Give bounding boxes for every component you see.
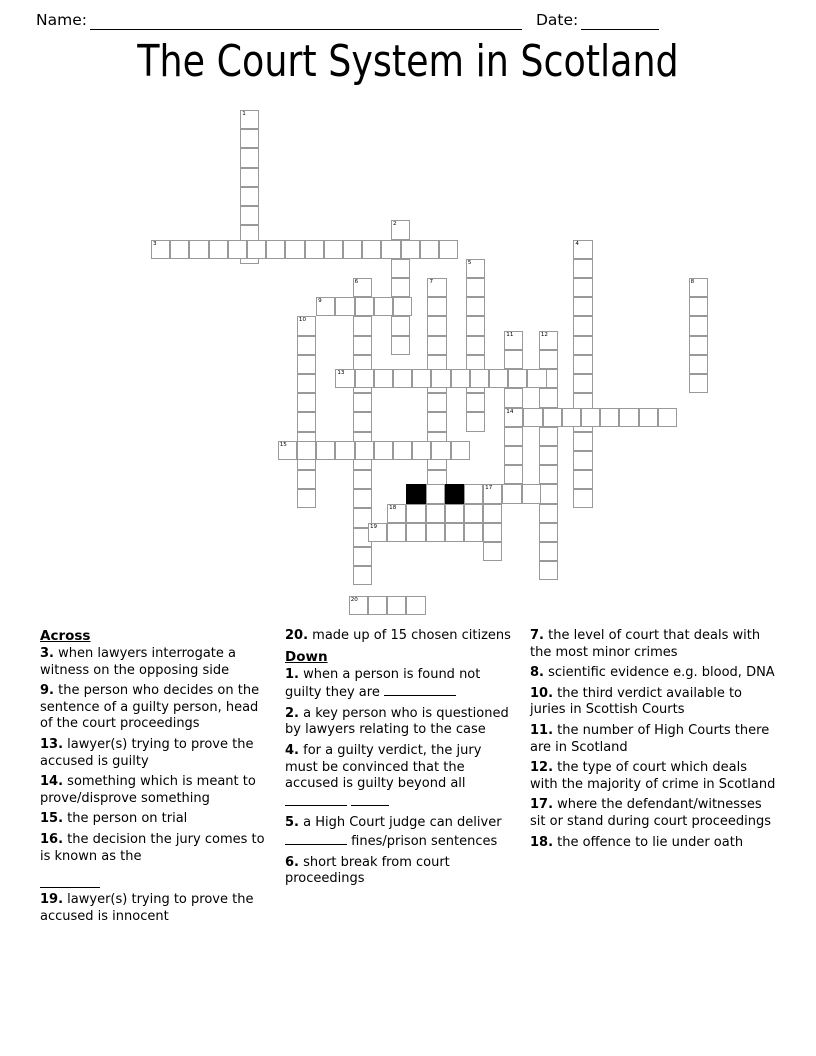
crossword-cell[interactable]	[368, 523, 387, 542]
crossword-cell[interactable]	[353, 278, 372, 297]
crossword-cell[interactable]	[573, 470, 592, 489]
clue-down-17	[530, 797, 776, 830]
clue-across-3	[40, 646, 269, 679]
clue-text: a key person who is questioned by lawyers relating to the case	[285, 705, 509, 738]
clue-text: scientific evidence e.g. blood, DNA	[548, 665, 775, 681]
crossword-cell[interactable]	[543, 408, 562, 427]
crossword-cell[interactable]	[483, 484, 502, 503]
crossword-cell[interactable]	[483, 523, 502, 542]
crossword-cell[interactable]	[412, 441, 431, 460]
crossword-cell-blocked	[445, 484, 464, 503]
crossword-cell[interactable]	[573, 355, 592, 374]
crossword-cell[interactable]	[297, 412, 316, 431]
crossword-cell[interactable]	[539, 465, 558, 484]
crossword-cell[interactable]	[374, 297, 393, 316]
date-label: Date:	[535, 11, 579, 29]
crossword-cell[interactable]	[508, 369, 527, 388]
clue-text-2: fines/prison sentences	[351, 833, 498, 849]
clue-text: something which is meant to prove/disprove something	[40, 774, 256, 806]
clue-column-1	[40, 628, 285, 1008]
crossword-cell[interactable]	[349, 596, 368, 615]
clue-number: 15.	[40, 811, 64, 827]
clue-number: 14.	[40, 774, 64, 790]
clue-number: 19.	[40, 892, 64, 908]
crossword-cell[interactable]	[483, 542, 502, 561]
crossword-cell[interactable]	[297, 470, 316, 489]
answer-blank-rule[interactable]	[285, 793, 347, 806]
crossword-cell[interactable]	[504, 388, 523, 407]
crossword-cell[interactable]	[573, 374, 592, 393]
crossword-cell[interactable]	[278, 441, 297, 460]
clue-text: the person who decides on the sentence of a guilty person, head of the court proceedings	[40, 683, 260, 732]
crossword-cell[interactable]	[689, 355, 708, 374]
crossword-cell[interactable]	[427, 393, 446, 412]
crossword-cell[interactable]	[240, 129, 259, 148]
crossword-cell[interactable]	[527, 369, 546, 388]
crossword-cell[interactable]	[353, 336, 372, 355]
clue-lists	[0, 628, 816, 1008]
crossword-cell[interactable]	[353, 547, 372, 566]
clue-across-9	[40, 683, 269, 733]
clue-text: the level of court that deals with the most minor crimes	[530, 628, 761, 660]
crossword-cell[interactable]	[353, 566, 372, 585]
crossword-cell[interactable]	[297, 355, 316, 374]
crossword-cell[interactable]	[466, 259, 485, 278]
crossword-cell[interactable]	[426, 484, 445, 503]
crossword-cell[interactable]	[240, 110, 259, 129]
crossword-cell[interactable]	[393, 297, 412, 316]
crossword-cell[interactable]	[619, 408, 638, 427]
clue-number: 16.	[40, 831, 64, 847]
crossword-cell[interactable]	[466, 412, 485, 431]
cell-number-16: 16	[408, 485, 416, 492]
crossword-cell[interactable]	[504, 427, 523, 446]
crossword-cell[interactable]	[353, 470, 372, 489]
cell-number-3: 3	[153, 240, 157, 247]
crossword-cell[interactable]	[247, 240, 266, 259]
crossword-cell[interactable]	[573, 240, 592, 259]
crossword-cell[interactable]	[297, 374, 316, 393]
crossword-cell[interactable]	[189, 240, 208, 259]
clue-number: 10.	[530, 685, 554, 701]
crossword-cell[interactable]	[209, 240, 228, 259]
crossword-cell[interactable]	[297, 336, 316, 355]
clue-number: 4.	[285, 742, 299, 758]
crossword-cell[interactable]	[464, 523, 483, 542]
crossword-cell[interactable]	[658, 408, 677, 427]
crossword-cell[interactable]	[391, 316, 410, 335]
crossword-cell[interactable]	[451, 369, 470, 388]
clue-number: 20.	[285, 628, 309, 643]
clue-down-5	[285, 815, 514, 850]
crossword-cell[interactable]	[504, 446, 523, 465]
crossword-cell[interactable]	[151, 240, 170, 259]
crossword-cell[interactable]	[639, 408, 658, 427]
crossword-cell[interactable]	[374, 441, 393, 460]
crossword-cell[interactable]	[489, 369, 508, 388]
clue-number: 18.	[530, 834, 554, 850]
cell-number-20: 20	[350, 596, 358, 603]
cell-number-17: 17	[485, 485, 493, 492]
clue-number: 9.	[40, 683, 54, 699]
crossword-cell[interactable]	[406, 523, 425, 542]
crossword-cell[interactable]	[573, 432, 592, 451]
clue-text: a High Court judge can deliver	[303, 815, 502, 831]
crossword-cell[interactable]	[343, 240, 362, 259]
crossword-cell[interactable]	[504, 465, 523, 484]
crossword-cell-blocked	[406, 484, 425, 503]
crossword-cell[interactable]	[387, 523, 406, 542]
crossword-cell[interactable]	[387, 504, 406, 523]
crossword-cell[interactable]	[539, 427, 558, 446]
crossword-cell[interactable]	[240, 168, 259, 187]
crossword-cell[interactable]	[381, 240, 400, 259]
crossword-cell[interactable]	[539, 542, 558, 561]
clue-across-13	[40, 737, 269, 770]
clue-number: 1.	[285, 666, 299, 682]
crossword-cell[interactable]	[504, 408, 523, 427]
crossword-cell[interactable]	[368, 596, 387, 615]
clue-text: where the defendant/witnesses sit or stand during court proceedings	[530, 797, 772, 829]
crossword-cell[interactable]	[539, 504, 558, 523]
answer-blank-rule[interactable]	[384, 683, 456, 696]
cell-number-5: 5	[467, 259, 472, 266]
crossword-cell[interactable]	[439, 240, 458, 259]
clue-down-8	[530, 665, 776, 682]
clue-text: when a person is found not guilty they are	[285, 666, 481, 701]
cell-number-13: 13	[337, 370, 345, 377]
crossword-cell[interactable]	[353, 412, 372, 431]
crossword-cell[interactable]	[335, 441, 354, 460]
crossword-cell[interactable]	[316, 441, 335, 460]
crossword-cell[interactable]	[427, 336, 446, 355]
crossword-cell[interactable]	[522, 484, 541, 503]
clue-down-1	[285, 667, 514, 702]
crossword-cell[interactable]	[573, 278, 592, 297]
cell-number-1: 1	[242, 111, 246, 117]
answer-blank-rule[interactable]	[40, 874, 100, 888]
crossword-cell[interactable]	[391, 336, 410, 355]
clue-column-2	[285, 628, 530, 1008]
crossword-cell[interactable]	[539, 523, 558, 542]
crossword-cell[interactable]	[466, 297, 485, 316]
crossword-cell[interactable]	[240, 148, 259, 167]
crossword-cell[interactable]	[466, 278, 485, 297]
crossword-cell[interactable]	[689, 316, 708, 335]
crossword-cell[interactable]	[451, 441, 470, 460]
crossword-cell[interactable]	[240, 206, 259, 225]
crossword-cell[interactable]	[297, 393, 316, 412]
crossword-cell[interactable]	[539, 350, 558, 369]
crossword-cell[interactable]	[431, 441, 450, 460]
crossword-cell[interactable]	[445, 523, 464, 542]
cell-number-6: 6	[354, 279, 359, 285]
crossword-cell[interactable]	[504, 350, 523, 369]
clue-down-18	[530, 835, 776, 852]
clue-number: 8.	[530, 665, 544, 681]
clue-column-3	[530, 628, 776, 1008]
crossword-cell[interactable]	[228, 240, 247, 259]
crossword-cell[interactable]	[573, 316, 592, 335]
crossword-cell[interactable]	[393, 369, 412, 388]
crossword-cell[interactable]	[406, 596, 425, 615]
crossword-cell[interactable]	[502, 484, 521, 503]
crossword-cell[interactable]	[600, 408, 619, 427]
crossword-cell[interactable]	[470, 369, 489, 388]
crossword-cell[interactable]	[539, 484, 558, 503]
clue-text: short break from court proceedings	[285, 854, 450, 887]
crossword-cell[interactable]	[266, 240, 285, 259]
crossword-cell[interactable]	[374, 369, 393, 388]
crossword-cell[interactable]	[297, 316, 316, 335]
clue-number: 11.	[530, 722, 554, 738]
crossword-cell[interactable]	[355, 297, 374, 316]
crossword-cell[interactable]	[297, 489, 316, 508]
crossword-cell[interactable]	[355, 369, 374, 388]
clue-across-20	[285, 628, 514, 645]
crossword-cell[interactable]	[305, 240, 324, 259]
clue-text: lawyer(s) trying to prove the accused is guilty	[40, 736, 254, 769]
crossword-cell[interactable]	[324, 240, 343, 259]
crossword-cell[interactable]	[427, 412, 446, 431]
cell-number-4: 4	[575, 240, 579, 247]
crossword-cell[interactable]	[539, 446, 558, 465]
clue-text: the person on trial	[67, 811, 188, 827]
down-heading: Down	[285, 648, 328, 665]
clue-down-12	[530, 760, 776, 793]
page-title: The Court System in Scotland	[137, 36, 679, 87]
crossword-cell[interactable]	[581, 408, 600, 427]
crossword-cell[interactable]	[523, 408, 542, 427]
crossword-cell[interactable]	[297, 441, 316, 460]
crossword-cell[interactable]	[406, 504, 425, 523]
cell-number-10: 10	[298, 317, 307, 324]
crossword-cell[interactable]	[573, 259, 592, 278]
clue-text: lawyer(s) trying to prove the accused is innocent	[40, 892, 254, 924]
clue-across-14	[40, 774, 269, 807]
crossword-cell[interactable]	[464, 484, 483, 503]
crossword-cell[interactable]	[466, 316, 485, 335]
clue-text: made up of 15 chosen citizens	[312, 628, 511, 643]
clue-text: the offence to lie under oath	[557, 834, 744, 850]
crossword-cell[interactable]	[240, 187, 259, 206]
cell-number-12: 12	[540, 331, 548, 338]
crossword-cell[interactable]	[466, 393, 485, 412]
crossword-cell[interactable]	[427, 316, 446, 335]
crossword-cell[interactable]	[689, 297, 708, 316]
clue-down-4	[285, 743, 514, 811]
clue-down-11	[530, 723, 776, 756]
crossword-cell[interactable]	[393, 441, 412, 460]
crossword-cell[interactable]	[466, 336, 485, 355]
clue-number: 17.	[530, 797, 554, 813]
crossword-cell[interactable]	[316, 297, 335, 316]
clue-number: 13.	[40, 736, 64, 752]
crossword-cell[interactable]	[689, 278, 708, 297]
clue-across-15	[40, 811, 269, 828]
clue-number: 5.	[285, 815, 299, 831]
clue-text: the type of court which deals with the majority of crime in Scotland	[530, 760, 776, 792]
crossword-cell[interactable]	[445, 504, 464, 523]
cell-number-9: 9	[318, 298, 322, 305]
crossword-cell[interactable]	[335, 369, 354, 388]
cell-number-19: 19	[369, 523, 378, 530]
clue-text: when lawyers interrogate a witness on the opposing side	[40, 646, 237, 678]
crossword-cell[interactable]	[573, 451, 592, 470]
clue-across-16	[40, 832, 269, 888]
clue-down-10	[530, 686, 776, 719]
crossword-cell[interactable]	[431, 369, 450, 388]
crossword-cell[interactable]	[464, 504, 483, 523]
cell-number-14: 14	[506, 408, 514, 415]
crossword-cell[interactable]	[426, 504, 445, 523]
clue-across-19	[40, 892, 269, 925]
crossword-cell[interactable]	[362, 240, 381, 259]
crossword-cell[interactable]	[483, 504, 502, 523]
crossword-cell[interactable]	[427, 297, 446, 316]
clue-number: 2.	[285, 705, 299, 721]
across-heading: Across	[40, 628, 91, 644]
crossword-cell[interactable]	[353, 489, 372, 508]
crossword-cell[interactable]	[412, 369, 431, 388]
crossword-cell[interactable]	[335, 297, 354, 316]
crossword-cell[interactable]	[689, 336, 708, 355]
crossword-cell[interactable]	[689, 374, 708, 393]
clue-number: 6.	[285, 854, 299, 870]
cell-number-2: 2	[393, 221, 397, 228]
crossword-cell[interactable]	[539, 561, 558, 580]
crossword-cell[interactable]	[539, 331, 558, 350]
crossword-cell[interactable]	[573, 336, 592, 355]
crossword-cell[interactable]	[353, 316, 372, 335]
crossword-cell[interactable]	[391, 278, 410, 297]
cell-number-11: 11	[506, 331, 514, 338]
crossword-cell[interactable]	[391, 220, 410, 239]
crossword-cell[interactable]	[285, 240, 304, 259]
crossword-cell[interactable]	[420, 240, 439, 259]
clue-text: the third verdict available to juries in Scottish Courts	[530, 685, 742, 718]
clue-text: the number of High Courts there are in Scotland	[530, 722, 770, 755]
cell-number-7: 7	[429, 279, 434, 285]
crossword-cell[interactable]	[562, 408, 581, 427]
clue-down-6	[285, 855, 514, 888]
crossword-cell[interactable]	[170, 240, 189, 259]
crossword-cell[interactable]	[391, 259, 410, 278]
crossword-cell[interactable]	[573, 489, 592, 508]
clue-text: the decision the jury comes to is known as the	[40, 831, 265, 864]
crossword-cell[interactable]	[539, 388, 558, 407]
crossword-cell[interactable]	[353, 393, 372, 412]
crossword-cell[interactable]	[355, 441, 374, 460]
crossword-cell[interactable]	[504, 331, 523, 350]
clue-text: for a guilty verdict, the jury must be convinced that the accused is guilty beyond all	[285, 742, 482, 792]
crossword-cell[interactable]	[387, 596, 406, 615]
clue-down-7	[530, 628, 776, 661]
name-label: Name:	[36, 11, 87, 29]
cell-number-15: 15	[279, 442, 287, 449]
clue-number: 7.	[530, 628, 544, 643]
clue-down-2	[285, 706, 514, 739]
answer-blank-rule[interactable]	[285, 832, 347, 845]
crossword-cell[interactable]	[426, 523, 445, 542]
crossword-cell[interactable]	[573, 297, 592, 316]
cell-number-8: 8	[690, 279, 695, 285]
crossword-cell[interactable]	[427, 278, 446, 297]
clue-number: 12.	[530, 760, 554, 776]
cell-number-18: 18	[389, 504, 397, 511]
clue-number: 3.	[40, 646, 54, 661]
answer-blank-rule-2[interactable]	[351, 793, 389, 806]
crossword-cell[interactable]	[401, 240, 420, 259]
